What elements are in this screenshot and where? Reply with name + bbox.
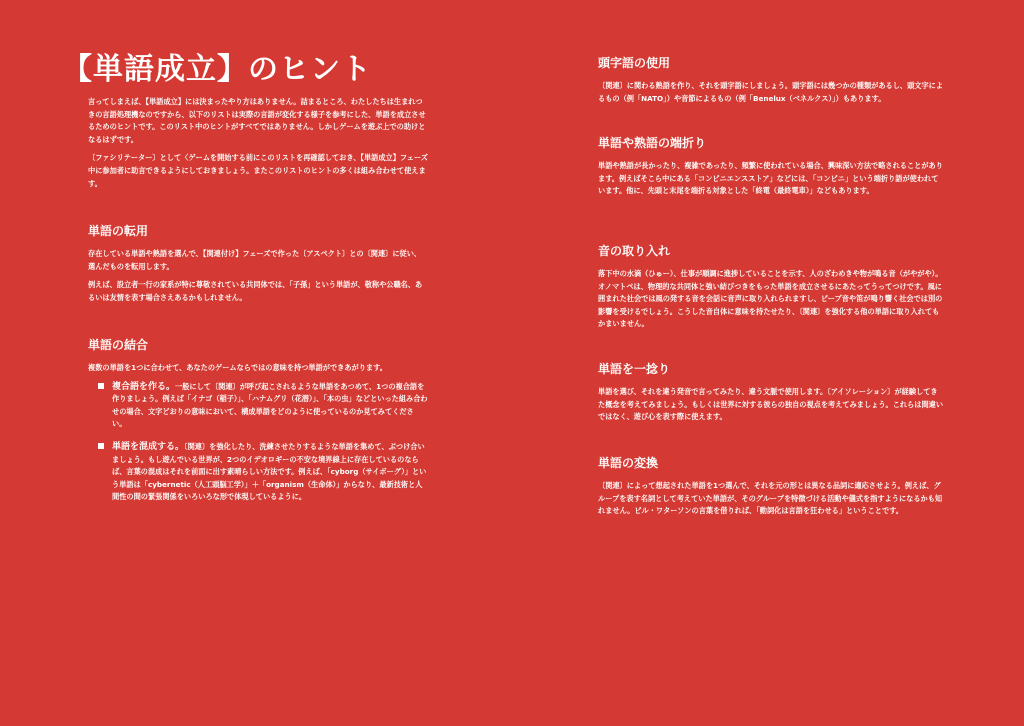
- bullet-lead: 複合語を作る。: [112, 381, 176, 392]
- page-title: 【単語成立】のヒント: [62, 52, 372, 87]
- square-bullet-icon: [98, 383, 104, 389]
- section-paragraph: 存在している単語や熟語を選んで、【関連付け】フェーズで作った〔アスペクト〕との〔関連〕に従い、選んだものを転用します。: [88, 249, 422, 271]
- section-paragraph: 例えば、設立者一行の家系が特に尊敬されている共同体では、「子孫」という単語が、敬称や公職名、あるいは友情を表す場合さえあるかもしれません。: [88, 280, 423, 302]
- section-paragraph: 落下中の水滴（ひゅー）、仕事が順調に進捗していることを示す、人のざわめきや物が鳴る音（がやがや）。オノマトペは、物理的な共同体と強い結びつきをもった単語を成立させるにあたってうってつけです。風に囲まれた社会では風の発する音を会話に音声に取り入れられますし、ビープ音や笛が鳴り響く社会では別の影響を受けるでしょう。こうした音自体に意味を持たせたり、〔関連〕を強化する他の単語に取り入れてもかまいません。: [598, 269, 943, 329]
- section-heading: 単語や熟語の端折り: [598, 136, 707, 150]
- bullet-lead: 単語を混成する。: [112, 441, 185, 452]
- section-acronym: [598, 54, 943, 111]
- section-repurpose: [88, 222, 428, 310]
- section-paragraph: 単語を選び、それを違う発音で言ってみたり、違う文脈で使用します。〔アイソレーション〕が経験してきた概念を考えてみましょう。もしくは世界に対する彼らの独自の視点を考えてみましょう。これらは間違いではなく、遊び心を表す際に使えます。: [598, 387, 944, 422]
- bullet-list: [88, 381, 428, 504]
- section-paragraph: 〔関連〕によって想起された単語を1つ選んで、それを元の形とは異なる品詞に適応させよう。例えば、グループを表す名詞として考えていた単語が、そのグループを特徴づける活動や儀式を指すようになるかも知れません。ビル・ワターソンの言葉を借りれば、「動詞化は言語を狂わせる」ということです。: [598, 481, 943, 516]
- bullet-text: 一般にして〔関連〕が呼び起こされるような単語をあつめて、1つの複合語を作りましょう。例えば「イナゴ（稲子）」、「ハナムグリ（花潜）」、「本の虫」などといった組み合わせの場合、文字どおりの意味において、構成単語をどのように使っているのか見てみてください。: [112, 381, 428, 429]
- section-conversion: [598, 454, 943, 524]
- section-heading: 単語の結合: [88, 338, 149, 352]
- intro-text: [88, 96, 428, 196]
- section-paragraph: 複数の単語を1つに合わせて、あなたのゲームならではの意味を持つ単語ができあがります。: [88, 363, 387, 372]
- section-heading: 単語の転用: [88, 224, 149, 238]
- section-heading: 単語を一捻り: [598, 362, 671, 376]
- section-twist: [598, 360, 943, 430]
- section-paragraph: 〔関連〕に関わる熟語を作り、それを頭字語にしましょう。頭字語には幾つかの種類があるし、頭文字によるもの（例「NATO」）や音節によるもの（例「Benelux（ベネルクス）」）もあります。: [598, 81, 944, 103]
- section-sound: [598, 242, 943, 337]
- bullet-text: 〔関連〕を強化したり、洗練させたりするような単語を集めて、ぶつけ合いましょう。もし遊んでいる世界が、2つのイデオロギーの不安な境界線上に存在しているのならば、言葉の混成はそれを前面に出す素晴らしい方法です。例えば、「cyborg（サイボーグ）」という単語は「cybernetic（人工頭脳工学）」＋「organism（生命体）」からなり、最新技術と人間性の間の緊張関係をいろいろな形で体現しているように。: [112, 441, 427, 502]
- section-heading: 頭字語の使用: [598, 56, 671, 70]
- intro-paragraph: 〔ファシリテーター〕として〈ゲームを開始する前にこのリストを再確認しておき、【単語成立】フェーズ中に参加者に助言できるようにしておきましょう。またこのリストのヒントの多くは組み合わせて使えます。: [88, 153, 428, 188]
- section-combine: [88, 336, 428, 514]
- section-heading: 音の取り入れ: [598, 244, 671, 258]
- square-bullet-icon: [98, 443, 104, 449]
- section-clipping: [598, 134, 943, 204]
- section-heading: 単語の変換: [598, 456, 659, 470]
- bullet-item: [88, 441, 428, 504]
- intro-paragraph: 言ってしまえば、【単語成立】には決まったやり方はありません。詰まるところ、わたしたちは生まれつきの言語処理機なのですから、以下のリストは実際の言語が変化する様子を参考にした、単語を成立させるためのヒントです。このリスト中のヒントがすべてではありません。しかしゲームを遊ぶ上での助けとなるはずです。: [88, 97, 426, 144]
- section-paragraph: 単語や熟語が長かったり、複雑であったり、頻繁に使われている場合、興味深い方法で略されることがあります。例えばそこら中にある「コンビニエンスストア」などには、「コンビニ」という端折り語が使われています。他に、先頭と末尾を端折る対象とした「終電（最終電車）」などもあります。: [598, 161, 943, 196]
- bullet-item: [88, 381, 428, 431]
